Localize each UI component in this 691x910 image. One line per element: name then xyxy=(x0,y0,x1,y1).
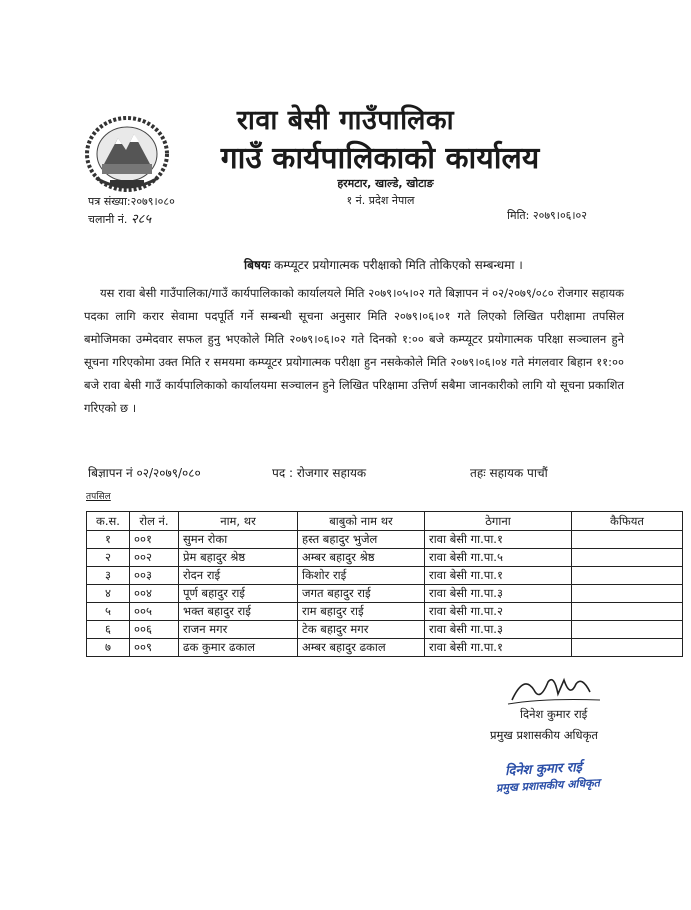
table-row xyxy=(87,531,683,549)
cell-remarks xyxy=(572,531,683,549)
cell-roll: ००५ xyxy=(130,603,179,621)
cell-roll: ००१ xyxy=(130,531,179,549)
cell-address: रावा बेसी गा.पा.३ xyxy=(425,585,572,603)
table-header-row xyxy=(87,512,683,531)
body-paragraph: यस रावा बेसी गाउँपालिका/गाउँ कार्यपालिकाको कार्यालयले मिति २०७९।०५।०२ गते बिज्ञापन नं ०२/२०७९/०८० रोजगार सहायक पदका लागि करार सेवामा पदपूर्ति गर्ने सम्बन्धी सूचना अनुसार मिति २०७९।०६।०१ गते लिएको लिखित परीक्षामा तपसिल बमोजिमका उम्मेदवार सफल हुनु भएकोले मिति २०७९।०६।०२ गते दिनको १:०० बजे कम्प्यूटर प्रयोगात्मक परिक्षा सञ्चालन हुने सूचना गरिएकोमा उक्त मिति र समयमा कम्प्यूटर प्रयोगात्मक परीक्षा हुन नसकेकोले मिति २०७९।०६।०४ गते मंगलवार बिहान ११:०० बजे रावा बेसी गाउँ कार्यपालिकाको कार्यालयमा सञ्चालन हुने लिखित परिक्षामा उत्तिर्ण सबैमा जानकारीको लागि यो सूचना प्रकाशित गरिएको छ । xyxy=(84,286,624,415)
cell-father: अम्बर बहादुर श्रेष्ठ xyxy=(298,549,425,567)
cell-name: रोदन राई xyxy=(179,567,298,585)
header-name: नाम, थर xyxy=(179,512,298,531)
cell-sn: ६ xyxy=(87,621,130,639)
cell-roll: ००३ xyxy=(130,567,179,585)
cell-roll: ००९ xyxy=(130,639,179,657)
cell-sn: १ xyxy=(87,531,130,549)
office-name: गाउँ कार्यपालिकाको कार्यालय xyxy=(220,141,540,176)
table-row xyxy=(87,585,683,603)
cell-address: रावा बेसी गा.पा.१ xyxy=(425,567,572,585)
cell-address: रावा बेसी गा.पा.१ xyxy=(425,639,572,657)
cell-name: प्रेम बहादुर श्रेष्ठ xyxy=(179,549,298,567)
cell-address: रावा बेसी गा.पा.५ xyxy=(425,549,572,567)
cell-remarks xyxy=(572,549,683,567)
advert-number: बिज्ञापन नं ०२/२०७९/०८० xyxy=(88,466,201,480)
cell-sn: ७ xyxy=(87,639,130,657)
cell-sn: २ xyxy=(87,549,130,567)
cell-roll: ००२ xyxy=(130,549,179,567)
reference-number: पत्र संख्या:२०७९।०८० xyxy=(88,195,175,208)
dispatch-label: चलानी नं. xyxy=(88,213,128,226)
schedule-label: तपसिल xyxy=(86,492,111,502)
cell-sn: ५ xyxy=(87,603,130,621)
cell-name: ढक कुमार ढकाल xyxy=(179,639,298,657)
header-father: बाबुको नाम थर xyxy=(298,512,425,531)
municipality-name: रावा बेसी गाउँपालिका xyxy=(236,105,455,136)
cell-name: राजन मगर xyxy=(179,621,298,639)
cell-father: राम बहादुर राई xyxy=(298,603,425,621)
dispatch-value: २८५ xyxy=(130,212,152,227)
stamp-name: दिनेश कुमार राई xyxy=(504,759,583,779)
subject-text: कम्प्यूटर प्रयोगात्मक परीक्षाको मिति तोकिएको सम्बन्धमा । xyxy=(274,258,523,272)
post-name: पद : रोजगार सहायक xyxy=(272,466,367,480)
cell-sn: ४ xyxy=(87,585,130,603)
table-row xyxy=(87,567,683,585)
signer-title: प्रमुख प्रशासकीय अधिकृत xyxy=(490,728,598,742)
cell-father: टेक बहादुर मगर xyxy=(298,621,425,639)
cell-roll: ००४ xyxy=(130,585,179,603)
body-text xyxy=(84,282,624,420)
cell-remarks xyxy=(572,567,683,585)
cell-remarks xyxy=(572,603,683,621)
province-line: १ नं. प्रदेश नेपाल xyxy=(346,194,415,207)
stamp-title: प्रमुख प्रशासकीय अधिकृत xyxy=(495,776,601,795)
cell-father: किशोर राई xyxy=(298,567,425,585)
cell-roll: ००६ xyxy=(130,621,179,639)
cell-remarks xyxy=(572,585,683,603)
letter-date: मिति: २०७९।०६।०२ xyxy=(507,209,587,222)
cell-remarks xyxy=(572,639,683,657)
header-sn: क.स. xyxy=(87,512,130,531)
subject-line xyxy=(244,256,523,273)
cell-name: पूर्ण बहादुर राई xyxy=(179,585,298,603)
cell-name: सुमन रोका xyxy=(179,531,298,549)
cell-father: हस्त बहादुर भुजेल xyxy=(298,531,425,549)
header-roll: रोल नं. xyxy=(130,512,179,531)
header-address: ठेगाना xyxy=(425,512,572,531)
cell-address: रावा बेसी गा.पा.१ xyxy=(425,531,572,549)
cell-name: भक्त बहादुर राई xyxy=(179,603,298,621)
cell-father: अम्बर बहादुर ढकाल xyxy=(298,639,425,657)
table-row xyxy=(87,549,683,567)
header-remarks: कैफियत xyxy=(572,512,683,531)
dispatch-number xyxy=(88,209,151,227)
cell-sn: ३ xyxy=(87,567,130,585)
signature-scribble-icon xyxy=(504,670,614,710)
cell-address: रावा बेसी गा.पा.२ xyxy=(425,603,572,621)
subject-label: बिषयः xyxy=(244,258,271,272)
table-row xyxy=(87,639,683,657)
post-level: तहः सहायक पाचौं xyxy=(470,466,548,480)
candidate-table xyxy=(86,511,683,657)
cell-remarks xyxy=(572,621,683,639)
cell-address: रावा बेसी गा.पा.३ xyxy=(425,621,572,639)
cell-father: जगत बहादुर राई xyxy=(298,585,425,603)
table-row xyxy=(87,621,683,639)
office-address: हरमटार, खाल्डे, खोटाङ xyxy=(337,177,434,190)
signer-name: दिनेश कुमार राई xyxy=(520,707,588,721)
table-row xyxy=(87,603,683,621)
